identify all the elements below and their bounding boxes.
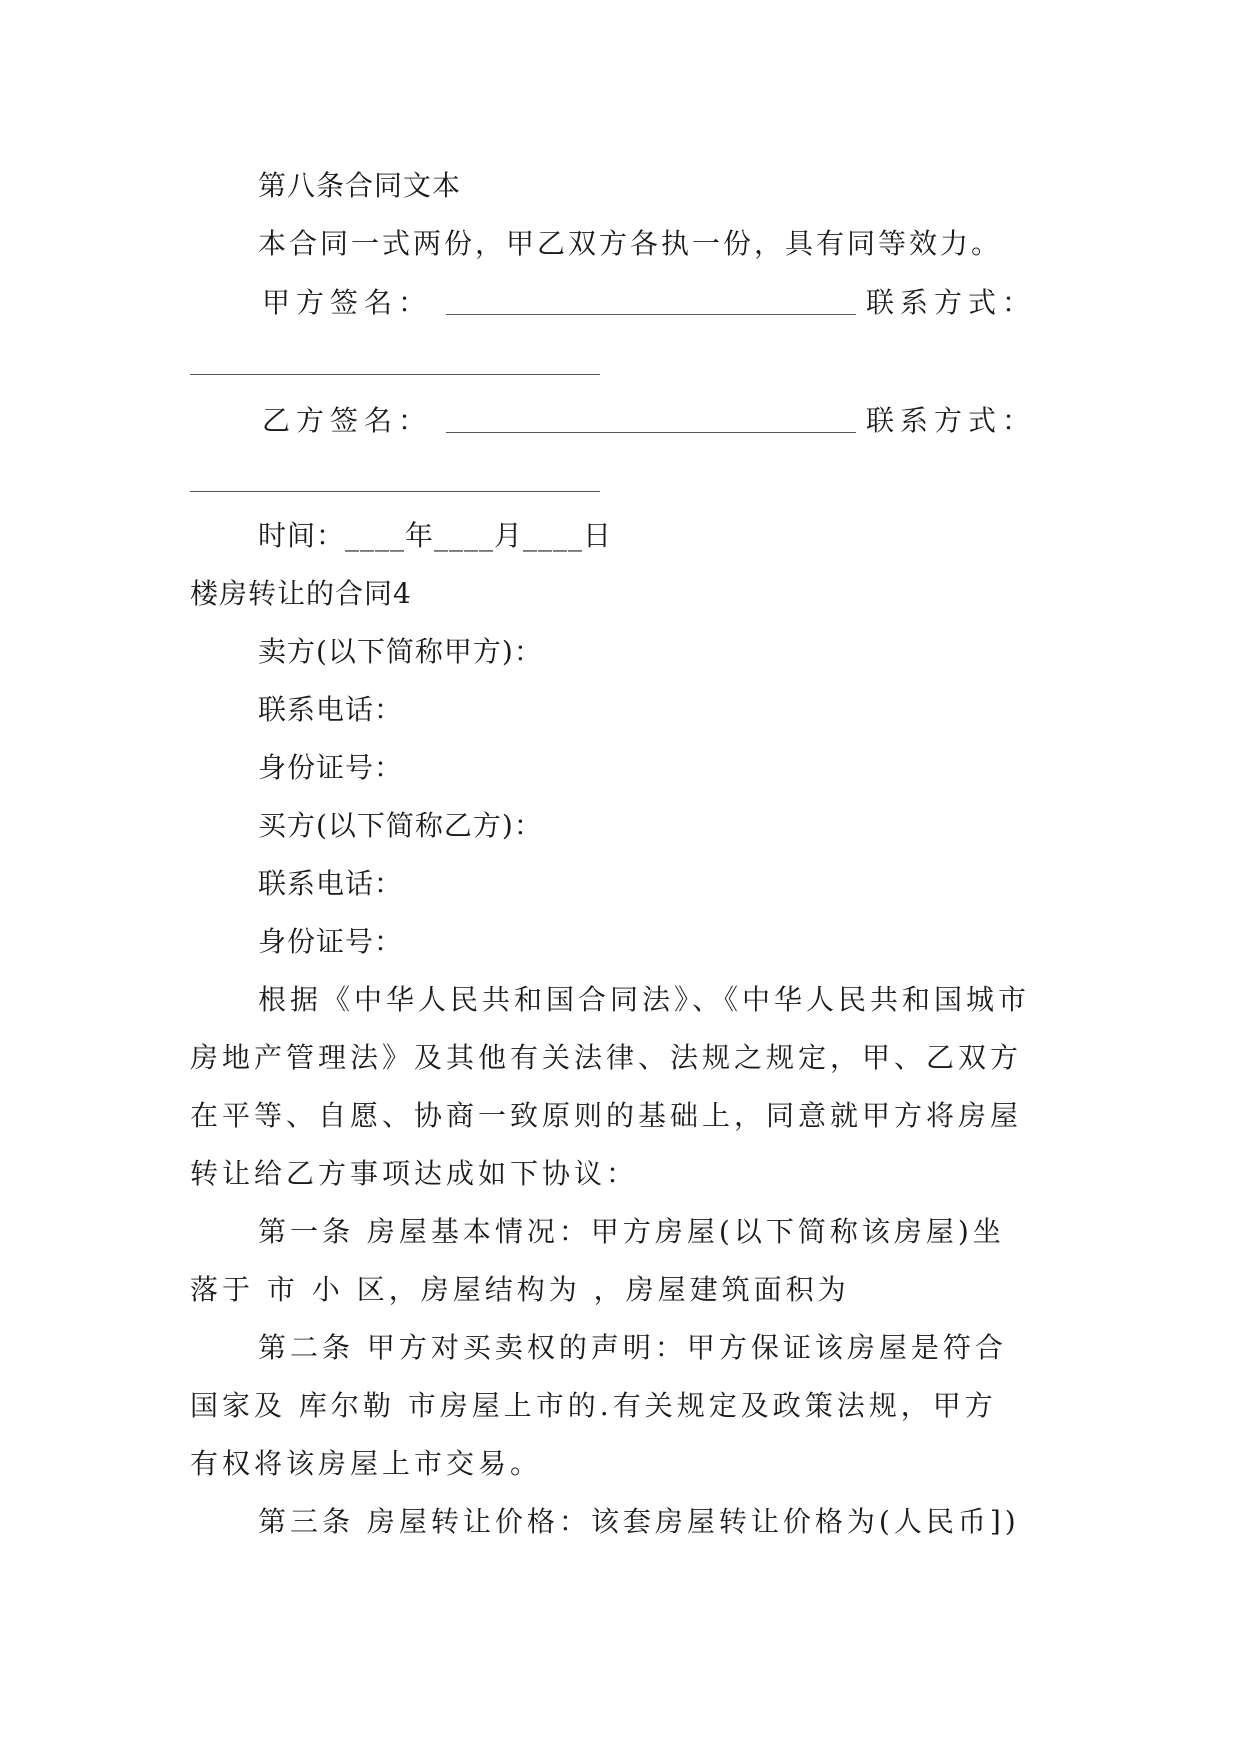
preamble-line: 根据《中华人民共和国合同法》、《中华人民共和国城市 [258,983,1031,1016]
buyer-id-field: 身份证号： [258,925,404,958]
party-a-signature-blank [446,314,856,315]
buyer-field: 买方(以下简称乙方)： [258,809,543,842]
buyer-phone-field: 联系电话： [258,867,404,900]
seller-id-field: 身份证号： [258,751,404,784]
party-a-contact-blank [190,374,600,375]
party-b-signature-label: 乙方签名： [262,404,433,437]
party-b-contact-label: 联系方式： [866,404,1037,437]
seller-field: 卖方(以下简称甲方)： [258,635,543,668]
party-b-contact-blank [190,491,600,492]
party-a-signature-label: 甲方签名： [262,286,433,319]
article-1-line: 落于 市 小 区，房屋结构为 ，房屋建筑面积为 [190,1273,850,1306]
seller-phone-field: 联系电话： [258,693,404,726]
contract-4-heading: 楼房转让的合同4 [190,577,412,610]
article-3-line: 第三条 房屋转让价格：该套房屋转让价格为(人民币]) [258,1505,1020,1538]
article-2-line: 国家及 库尔勒 市房屋上市的.有关规定及政策法规，甲方 [190,1389,997,1422]
article-1-line: 第一条 房屋基本情况：甲方房屋(以下简称该房屋)坐 [258,1215,1005,1248]
date-line: 时间：____年____月____日 [258,519,613,552]
preamble-line: 在平等、自愿、协商一致原则的基础上，同意就甲方将房屋 [190,1099,1023,1132]
article-8-title: 第八条合同文本 [258,169,462,202]
article-2-line: 第二条 甲方对买卖权的声明：甲方保证该房屋是符合 [258,1331,1007,1364]
party-b-signature-blank [446,432,856,433]
party-a-contact-label: 联系方式： [866,286,1037,319]
preamble-line: 转让给乙方事项达成如下协议： [190,1157,639,1190]
article-8-text: 本合同一式两份，甲乙双方各执一份，具有同等效力。 [258,227,1003,260]
article-2-line: 有权将该房屋上市交易。 [190,1447,543,1480]
preamble-line: 房地产管理法》及其他有关法律、法规之规定，甲、乙双方 [190,1041,1023,1074]
